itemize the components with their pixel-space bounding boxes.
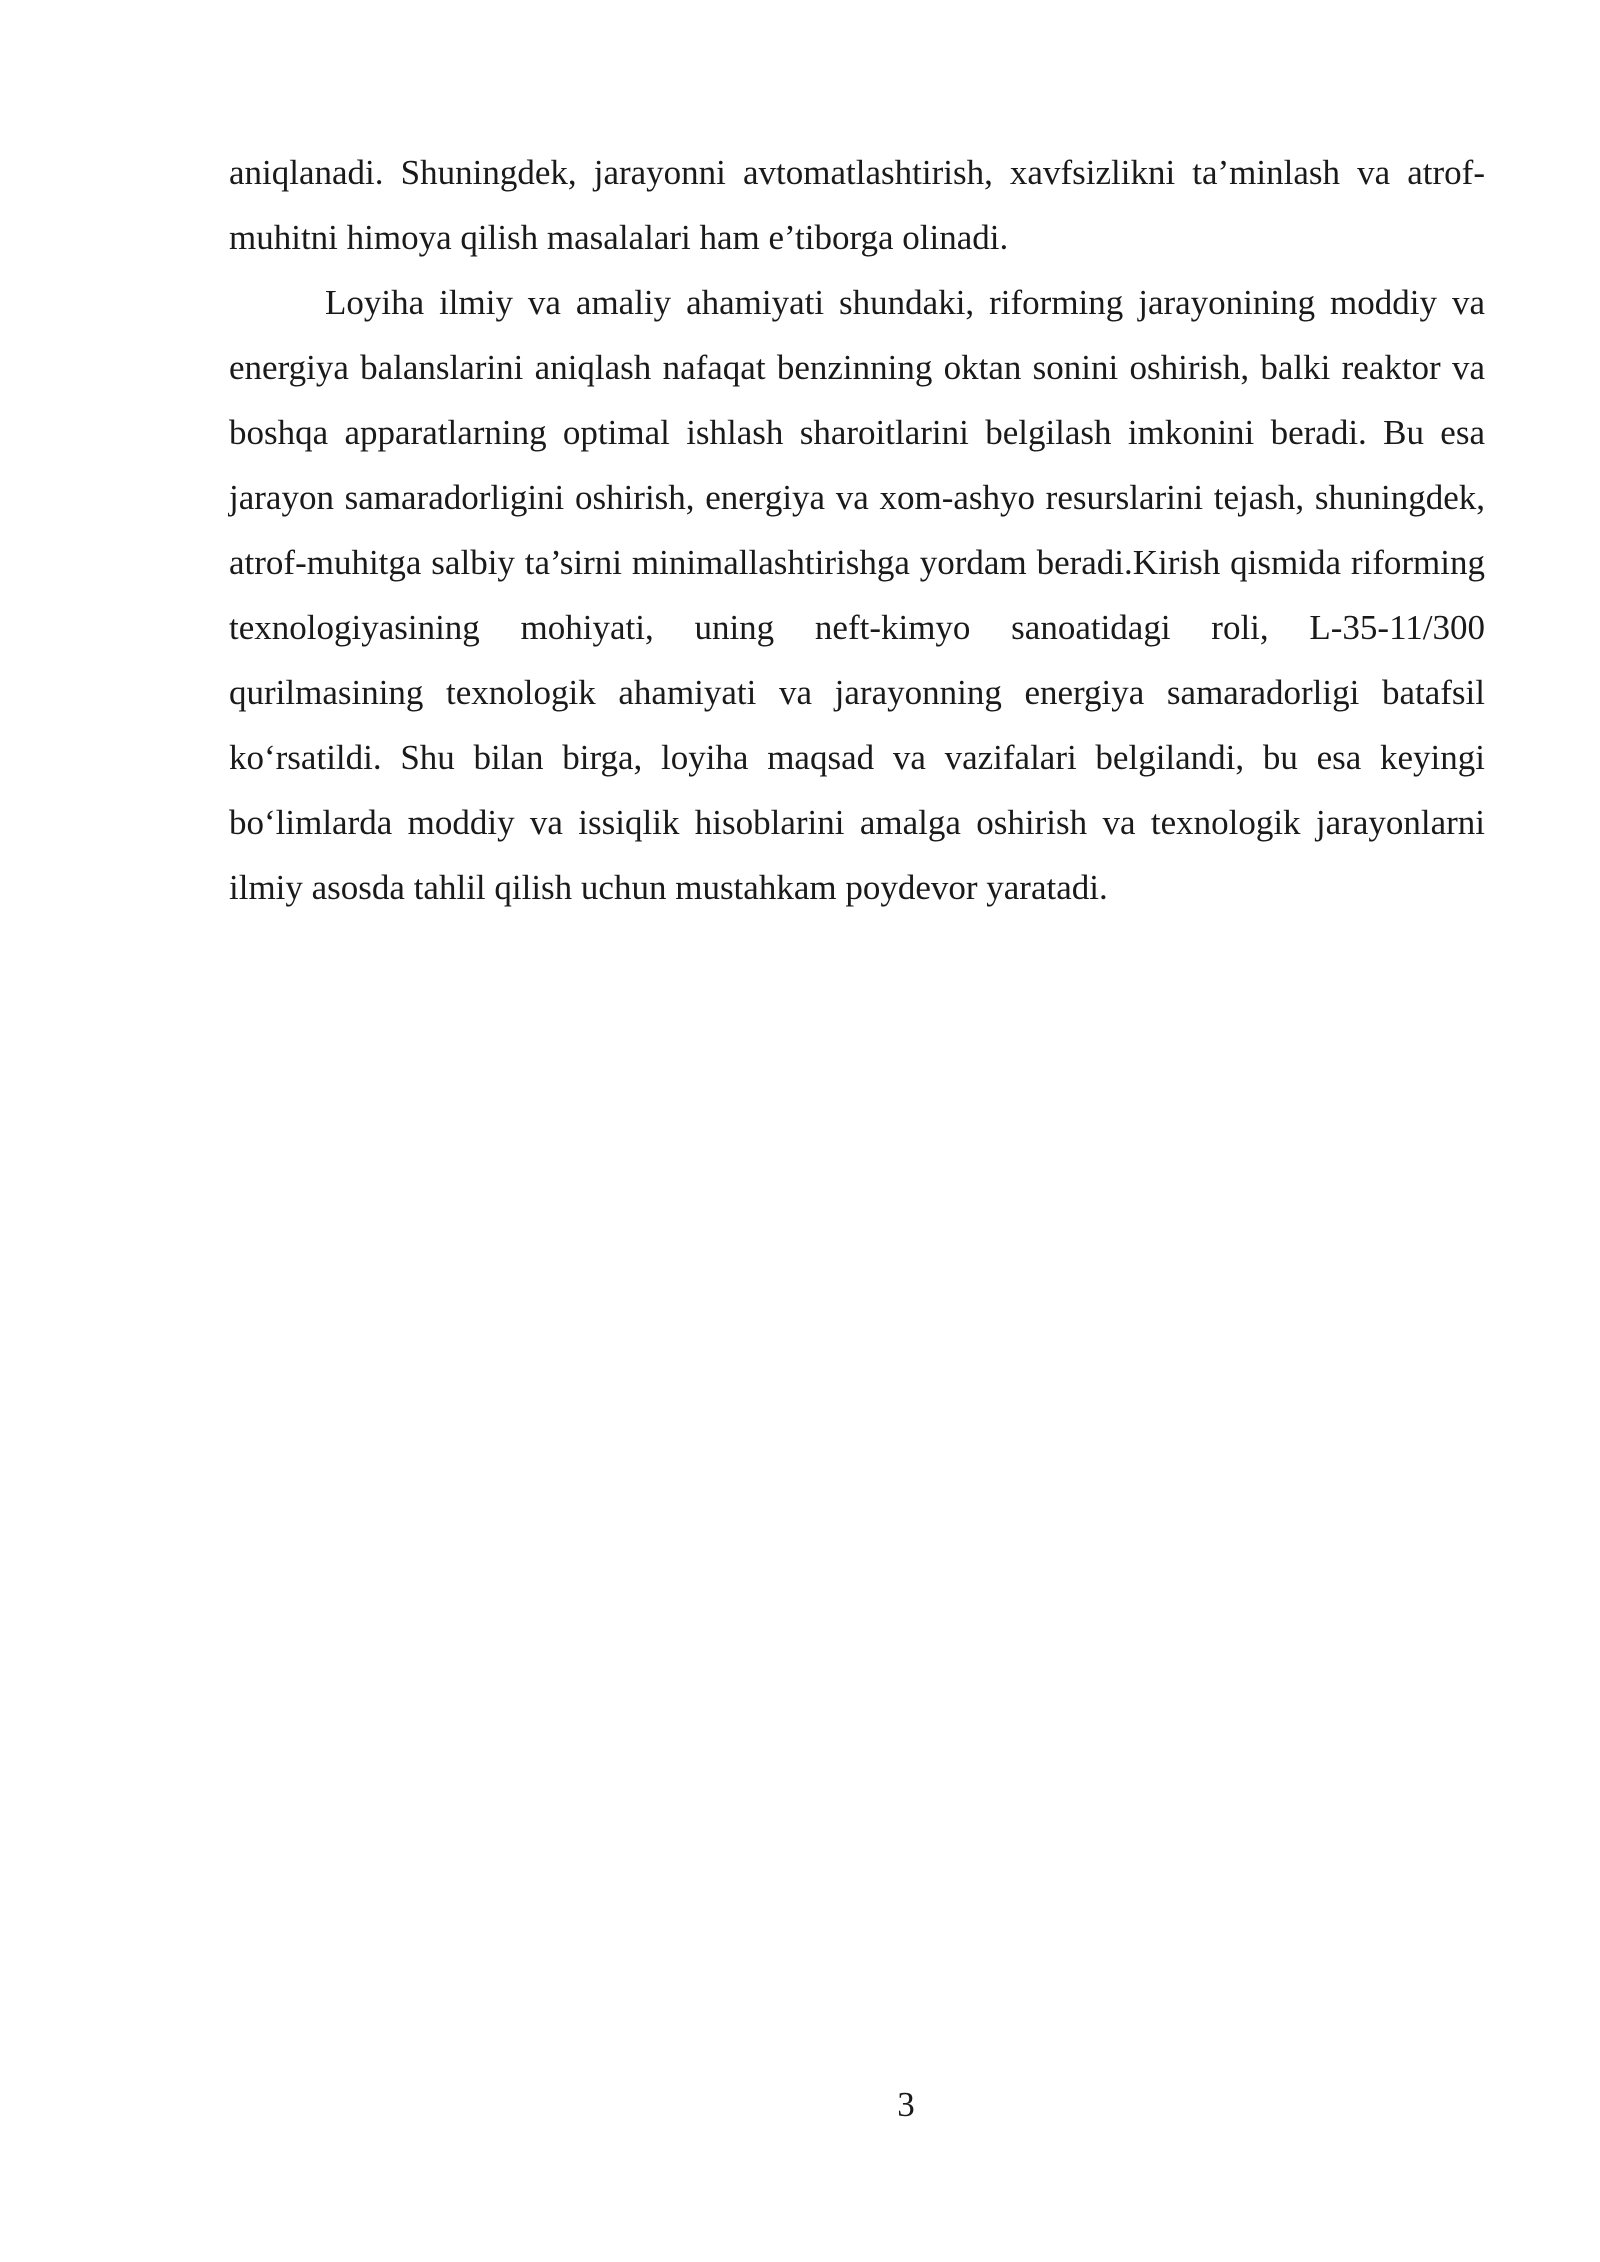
page-number: 3 <box>897 2085 915 2124</box>
paragraph-continuation: aniqlanadi. Shuningdek, jarayonni avtomatlashtirish, xavfsizlikni ta’minlash va atrof-muhitni himoya qilish masalalari ham e’tiborga olinadi. <box>229 153 1485 257</box>
paragraph-significance: Loyiha ilmiy va amaliy ahamiyati shundaki, riforming jarayonining moddiy va energiya balanslarini aniqlash nafaqat benzinning oktan sonini oshirish, balki reaktor va boshqa apparatlarning optimal ishlash sharoitlarini belgilash imkonini beradi. Bu esa jarayon samaradorligini oshirish, energiya va xom-ashyo resurslarini tejash, shuningdek, atrof-muhitga salbiy ta’sirni minimallashtirishga yordam beradi.Kirish qismida riforming texnologiyasining mohiyati, uning neft-kimyo sanoatidagi roli, L-35-11/300 qurilmasining texnologik ahamiyati va jarayonning energiya samaradorligi batafsil ko‘rsatildi. Shu bilan birga, loyiha maqsad va vazifalari belgilandi, bu esa keyingi bo‘limlarda moddiy va issiqlik hisoblarini amalga oshirish va texnologik jarayonlarni ilmiy asosda tahlil qilish uchun mustahkam poydevor yaratadi. <box>229 283 1485 907</box>
body-text <box>229 140 1485 920</box>
